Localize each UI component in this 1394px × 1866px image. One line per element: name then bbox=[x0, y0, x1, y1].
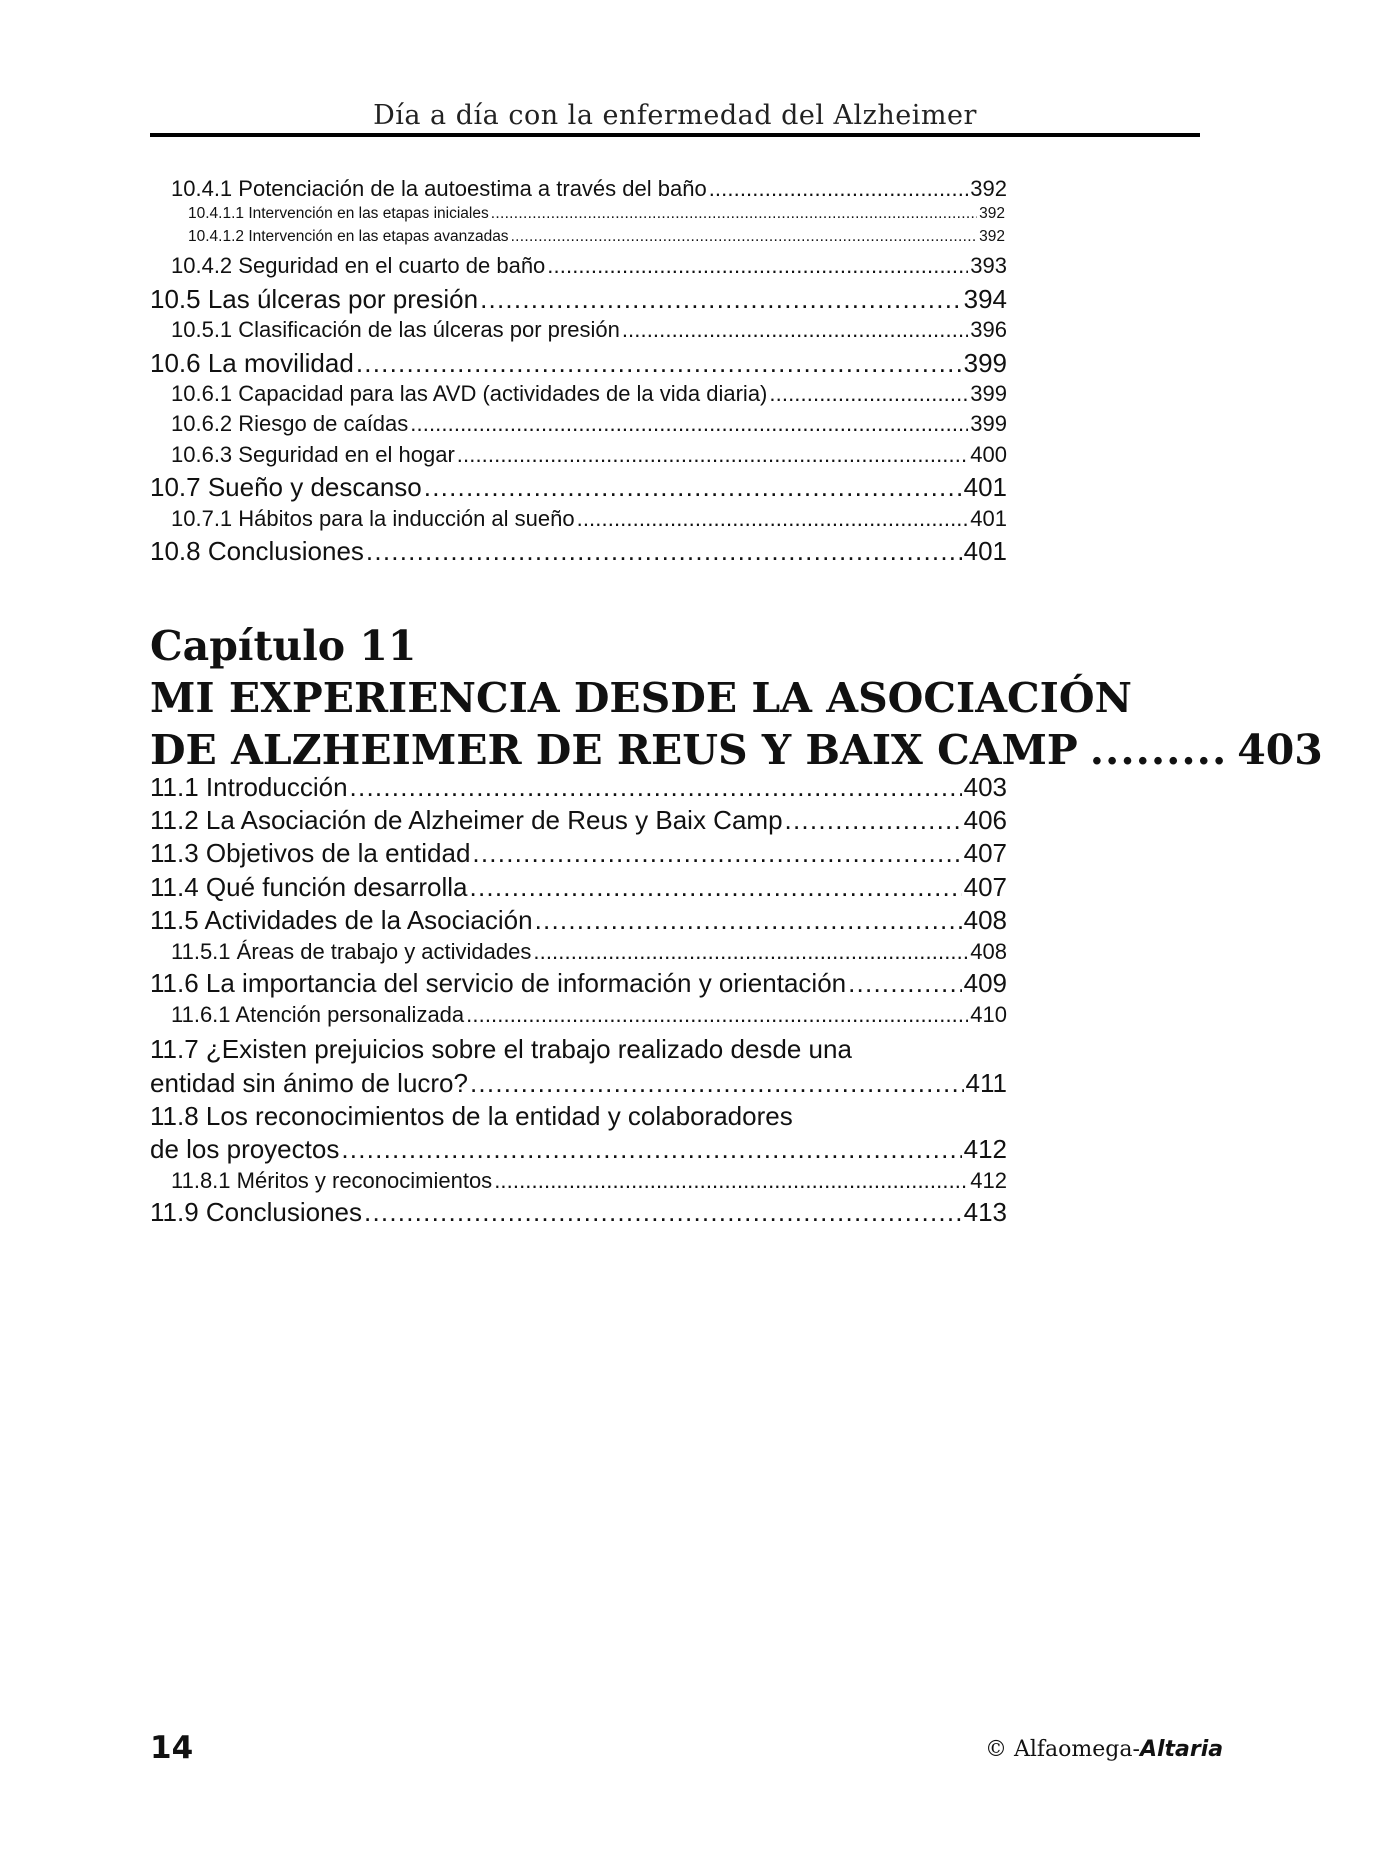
chapter-title-line1: MI EXPERIENCIA DESDE LA ASOCIACIÓN bbox=[150, 674, 1133, 722]
toc-entry[interactable] bbox=[150, 536, 1007, 566]
leader-dots bbox=[547, 253, 968, 279]
toc-entry[interactable] bbox=[171, 176, 1007, 202]
toc-entry-page: 407 bbox=[963, 838, 1007, 868]
chapter-title-text: DE ALZHEIMER DE REUS Y BAIX CAMP bbox=[150, 726, 1078, 774]
toc-entry-page: 403 bbox=[963, 772, 1007, 802]
toc-entry[interactable] bbox=[171, 411, 1007, 437]
toc-entry-page: 393 bbox=[970, 253, 1007, 278]
leader-dots bbox=[709, 176, 969, 202]
toc-entry-page: 412 bbox=[970, 1168, 1007, 1193]
leader-dots bbox=[848, 968, 962, 999]
toc-entry[interactable] bbox=[150, 905, 1007, 935]
toc-entry-label: 10.6 La movilidad bbox=[150, 348, 354, 378]
toc-entry[interactable] bbox=[171, 506, 1007, 532]
toc-entry-page: 401 bbox=[963, 472, 1007, 502]
toc-entry[interactable] bbox=[150, 1068, 1007, 1098]
toc-entry-page: 407 bbox=[963, 872, 1007, 902]
toc-entry-page: 408 bbox=[963, 905, 1007, 935]
leader-dots bbox=[472, 838, 961, 869]
chapter-leader-dots: ......... bbox=[1089, 726, 1228, 774]
toc-entry-page: 413 bbox=[963, 1197, 1007, 1227]
footer-brand: Altaria bbox=[1139, 1737, 1224, 1762]
toc-entry-page: 392 bbox=[979, 205, 1005, 222]
toc-entry-label: 10.5.1 Clasificación de las úlceras por presión bbox=[171, 317, 620, 342]
toc-entry-page: 392 bbox=[979, 228, 1005, 245]
toc-entry-label: 10.7.1 Hábitos para la inducción al sueño bbox=[171, 506, 575, 531]
leader-dots bbox=[424, 472, 962, 503]
toc-entry-label: 11.9 Conclusiones bbox=[150, 1197, 362, 1227]
toc-entry[interactable] bbox=[171, 442, 1007, 468]
toc-entry-label: 10.4.1.1 Intervención en las etapas iniciales bbox=[188, 205, 489, 222]
toc-entry-page: 392 bbox=[970, 176, 1007, 201]
leader-dots bbox=[470, 1068, 964, 1099]
toc-entry-label: de los proyectos bbox=[150, 1134, 340, 1164]
toc-entry-label: 11.2 La Asociación de Alzheimer de Reus y Baix Camp bbox=[150, 805, 783, 835]
toc-entry-label: 11.5.1 Áreas de trabajo y actividades bbox=[171, 939, 532, 964]
header-rule bbox=[150, 133, 1200, 137]
chapter-title-line2[interactable] bbox=[150, 726, 1323, 774]
toc-entry[interactable] bbox=[150, 1134, 1007, 1164]
leader-dots bbox=[364, 1197, 962, 1228]
toc-entry[interactable] bbox=[150, 838, 1007, 868]
leader-dots bbox=[410, 411, 968, 437]
toc-entry[interactable] bbox=[171, 381, 1007, 407]
leader-dots bbox=[341, 1134, 961, 1165]
toc-entry-label: 10.4.2 Seguridad en el cuarto de baño bbox=[171, 253, 546, 278]
toc-entry-page: 399 bbox=[970, 381, 1007, 406]
toc-entry-label: 11.4 Qué función desarrolla bbox=[150, 872, 468, 902]
toc-entry-label: 11.3 Objetivos de la entidad bbox=[150, 838, 471, 868]
toc-entry-label: 10.8 Conclusiones bbox=[150, 536, 364, 566]
leader-dots bbox=[466, 1002, 968, 1028]
toc-entry-label: 10.6.1 Capacidad para las AVD (actividades de la vida diaria) bbox=[171, 381, 768, 406]
footer-copyright: © Alfaomega- bbox=[985, 1737, 1140, 1762]
toc-entry[interactable] bbox=[171, 253, 1007, 279]
leader-dots bbox=[491, 205, 977, 223]
toc-entry[interactable] bbox=[188, 205, 1005, 225]
toc-entry-page: 399 bbox=[970, 411, 1007, 436]
toc-entry-label: 10.5 Las úlceras por presión bbox=[150, 284, 479, 314]
leader-dots bbox=[470, 872, 962, 903]
toc-entry-label: 10.4.1 Potenciación de la autoestima a través del baño bbox=[171, 176, 707, 201]
toc-entry-label: 10.4.1.2 Intervención en las etapas avanzadas bbox=[188, 228, 509, 245]
toc-entry[interactable] bbox=[150, 968, 1007, 998]
toc-entry-label: 11.6 La importancia del servicio de información y orientación bbox=[150, 968, 847, 998]
toc-entry-label: 10.6.2 Riesgo de caídas bbox=[171, 411, 409, 436]
toc-entry-page: 401 bbox=[970, 506, 1007, 531]
toc-entry-page: 401 bbox=[963, 536, 1007, 566]
toc-entry-label: 11.8.1 Méritos y reconocimientos bbox=[171, 1168, 493, 1193]
toc-entry[interactable] bbox=[150, 472, 1007, 502]
leader-dots bbox=[577, 506, 969, 532]
toc-entry-page: 399 bbox=[963, 348, 1007, 378]
leader-dots bbox=[480, 284, 962, 315]
toc-entry-page: 409 bbox=[963, 968, 1007, 998]
toc-entry-page: 400 bbox=[970, 442, 1007, 467]
toc-entry-page: 410 bbox=[970, 1002, 1007, 1027]
toc-entry-wrap-line[interactable]: 11.8 Los reconocimientos de la entidad y colaboradores bbox=[150, 1101, 793, 1131]
toc-entry[interactable] bbox=[150, 348, 1007, 378]
toc-entry[interactable] bbox=[150, 772, 1007, 802]
toc-entry-page: 394 bbox=[963, 284, 1007, 314]
toc-entry-label: 11.5 Actividades de la Asociación bbox=[150, 905, 533, 935]
toc-entry-label: 11.1 Introducción bbox=[150, 772, 348, 802]
leader-dots bbox=[366, 536, 962, 567]
toc-entry[interactable] bbox=[188, 228, 1005, 248]
leader-dots bbox=[533, 939, 968, 965]
toc-entry[interactable] bbox=[171, 939, 1007, 965]
chapter-page: 403 bbox=[1237, 726, 1323, 774]
toc-entry-page: 406 bbox=[963, 805, 1007, 835]
toc-entry[interactable] bbox=[171, 317, 1007, 343]
toc-entry[interactable] bbox=[150, 284, 1007, 314]
footer-publisher bbox=[985, 1737, 1223, 1762]
toc-entry[interactable] bbox=[150, 1197, 1007, 1227]
toc-entry[interactable] bbox=[150, 805, 1007, 835]
leader-dots bbox=[356, 348, 962, 379]
toc-entry-label: 10.7 Sueño y descanso bbox=[150, 472, 422, 502]
leader-dots bbox=[622, 317, 968, 343]
toc-entry-label: 10.6.3 Seguridad en el hogar bbox=[171, 442, 455, 467]
leader-dots bbox=[769, 381, 968, 407]
leader-dots bbox=[350, 772, 962, 803]
leader-dots bbox=[535, 905, 962, 936]
toc-entry-page: 408 bbox=[970, 939, 1007, 964]
toc-entry[interactable] bbox=[171, 1002, 1007, 1028]
footer-page-number: 14 bbox=[150, 1730, 194, 1766]
toc-entry-page: 396 bbox=[970, 317, 1007, 342]
toc-entry-wrap-line[interactable]: 11.7 ¿Existen prejuicios sobre el trabajo realizado desde una bbox=[150, 1034, 852, 1064]
toc-entry[interactable] bbox=[171, 1168, 1007, 1194]
leader-dots bbox=[785, 805, 962, 836]
leader-dots bbox=[457, 442, 969, 468]
leader-dots bbox=[494, 1168, 968, 1194]
page-header-title: Día a día con la enfermedad del Alzheimer bbox=[373, 100, 977, 131]
toc-entry[interactable] bbox=[150, 872, 1007, 902]
toc-entry-page: 411 bbox=[965, 1068, 1007, 1098]
toc-entry-page: 412 bbox=[963, 1134, 1007, 1164]
toc-entry-label: 11.6.1 Atención personalizada bbox=[171, 1002, 465, 1027]
chapter-number: Capítulo 11 bbox=[150, 622, 417, 670]
leader-dots bbox=[511, 228, 978, 246]
toc-entry-label: entidad sin ánimo de lucro? bbox=[150, 1068, 468, 1098]
